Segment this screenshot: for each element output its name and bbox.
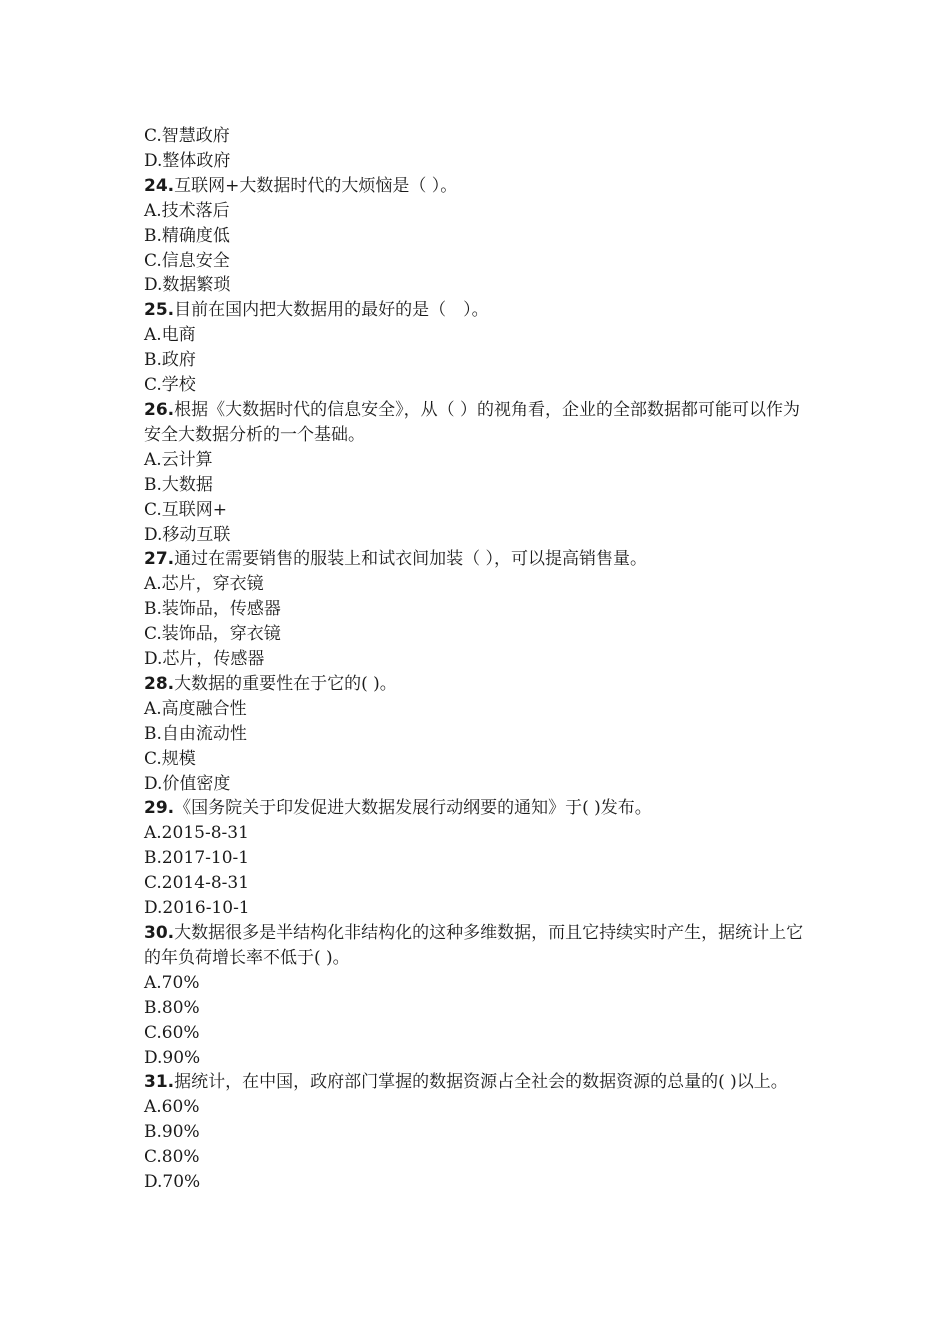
option-text: D.整体政府 xyxy=(144,150,231,171)
question-stem xyxy=(144,398,814,448)
answer-option xyxy=(144,871,814,896)
option-text: D.芯片，传感器 xyxy=(144,649,265,670)
answer-option xyxy=(144,1170,814,1195)
question-number: 29. xyxy=(144,798,175,819)
option-text: C.60% xyxy=(144,1022,200,1043)
question-text: 通过在需要销售的服装上和试衣间加装（ ），可以提高销售量。 xyxy=(174,549,648,570)
answer-option xyxy=(144,1145,814,1170)
question-number: 27. xyxy=(144,549,175,570)
answer-option xyxy=(144,996,814,1021)
question-number: 31. xyxy=(144,1072,175,1093)
answer-option xyxy=(144,597,814,622)
option-text: A.2015-8-31 xyxy=(144,823,249,844)
answer-option xyxy=(144,747,814,772)
answer-option xyxy=(144,971,814,996)
option-text: C.80% xyxy=(144,1147,200,1168)
answer-option xyxy=(144,1021,814,1046)
answer-option xyxy=(144,722,814,747)
question-text: 目前在国内把大数据用的最好的是（ ）。 xyxy=(174,300,489,321)
question-text: 据统计，在中国，政府部门掌握的数据资源占全社会的数据资源的总量的( )以上。 xyxy=(174,1072,788,1093)
question-number: 26. xyxy=(144,399,175,420)
question-number: 28. xyxy=(144,673,175,694)
option-text: A.60% xyxy=(144,1097,200,1118)
answer-option xyxy=(144,697,814,722)
question-stem xyxy=(144,921,814,971)
answer-option xyxy=(144,896,814,921)
option-text: C.学校 xyxy=(144,375,196,396)
option-text: D.移动互联 xyxy=(144,524,231,545)
question-list xyxy=(144,124,814,1195)
answer-option xyxy=(144,124,814,149)
option-text: A.70% xyxy=(144,972,200,993)
option-text: A.技术落后 xyxy=(144,200,230,221)
option-text: D.价值密度 xyxy=(144,773,231,794)
option-text: D.90% xyxy=(144,1047,201,1068)
question-stem xyxy=(144,174,814,199)
option-text: B.80% xyxy=(144,997,200,1018)
question-stem xyxy=(144,796,814,821)
question-stem xyxy=(144,1070,814,1095)
answer-option xyxy=(144,821,814,846)
option-text: D.数据繁琐 xyxy=(144,275,231,296)
answer-option xyxy=(144,348,814,373)
option-text: B.2017-10-1 xyxy=(144,848,250,869)
answer-option xyxy=(144,149,814,174)
option-text: A.芯片，穿衣镜 xyxy=(144,574,264,595)
question-text: 大数据的重要性在于它的( )。 xyxy=(174,673,397,694)
answer-option xyxy=(144,572,814,597)
answer-option xyxy=(144,224,814,249)
option-text: C.装饰品，穿衣镜 xyxy=(144,624,281,645)
question-number: 25. xyxy=(144,300,175,321)
answer-option xyxy=(144,1120,814,1145)
option-text: A.高度融合性 xyxy=(144,698,247,719)
answer-option xyxy=(144,846,814,871)
question-stem xyxy=(144,672,814,697)
question-number: 24. xyxy=(144,175,175,196)
answer-option xyxy=(144,323,814,348)
question-stem xyxy=(144,298,814,323)
answer-option xyxy=(144,622,814,647)
option-text: A.电商 xyxy=(144,325,196,346)
option-text: A.云计算 xyxy=(144,449,213,470)
option-text: B.精确度低 xyxy=(144,225,230,246)
answer-option xyxy=(144,647,814,672)
question-text: 大数据很多是半结构化非结构化的这种多维数据，而且它持续实时产生，据统计上它的年负荷增长率不低于( )。 xyxy=(144,923,804,968)
answer-option xyxy=(144,523,814,548)
answer-option xyxy=(144,273,814,298)
question-text: 根据《大数据时代的信息安全》，从（ ）的视角看，企业的全部数据都可能可以作为安全大数据分析的一个基础。 xyxy=(144,399,801,445)
answer-option xyxy=(144,1095,814,1120)
answer-option xyxy=(144,373,814,398)
option-text: B.大数据 xyxy=(144,474,213,495)
option-text: C.2014-8-31 xyxy=(144,873,250,894)
option-text: B.自由流动性 xyxy=(144,723,247,744)
option-text: B.政府 xyxy=(144,350,196,371)
answer-option xyxy=(144,1046,814,1071)
answer-option xyxy=(144,448,814,473)
option-text: C.互联网+ xyxy=(144,499,228,520)
question-number: 30. xyxy=(144,923,175,943)
option-text: B.90% xyxy=(144,1122,200,1143)
answer-option xyxy=(144,772,814,797)
answer-option xyxy=(144,249,814,274)
answer-option xyxy=(144,498,814,523)
option-text: D.70% xyxy=(144,1172,201,1193)
question-stem xyxy=(144,547,814,572)
option-text: B.装饰品，传感器 xyxy=(144,599,281,620)
answer-option xyxy=(144,473,814,498)
option-text: C.信息安全 xyxy=(144,250,230,271)
question-text: 《国务院关于印发促进大数据发展行动纲要的通知》于( )发布。 xyxy=(174,798,652,819)
option-text: C.智慧政府 xyxy=(144,126,230,146)
question-text: 互联网+大数据时代的大烦恼是（ ）。 xyxy=(174,175,458,196)
answer-option xyxy=(144,199,814,224)
option-text: C.规模 xyxy=(144,748,196,769)
option-text: D.2016-10-1 xyxy=(144,898,250,919)
